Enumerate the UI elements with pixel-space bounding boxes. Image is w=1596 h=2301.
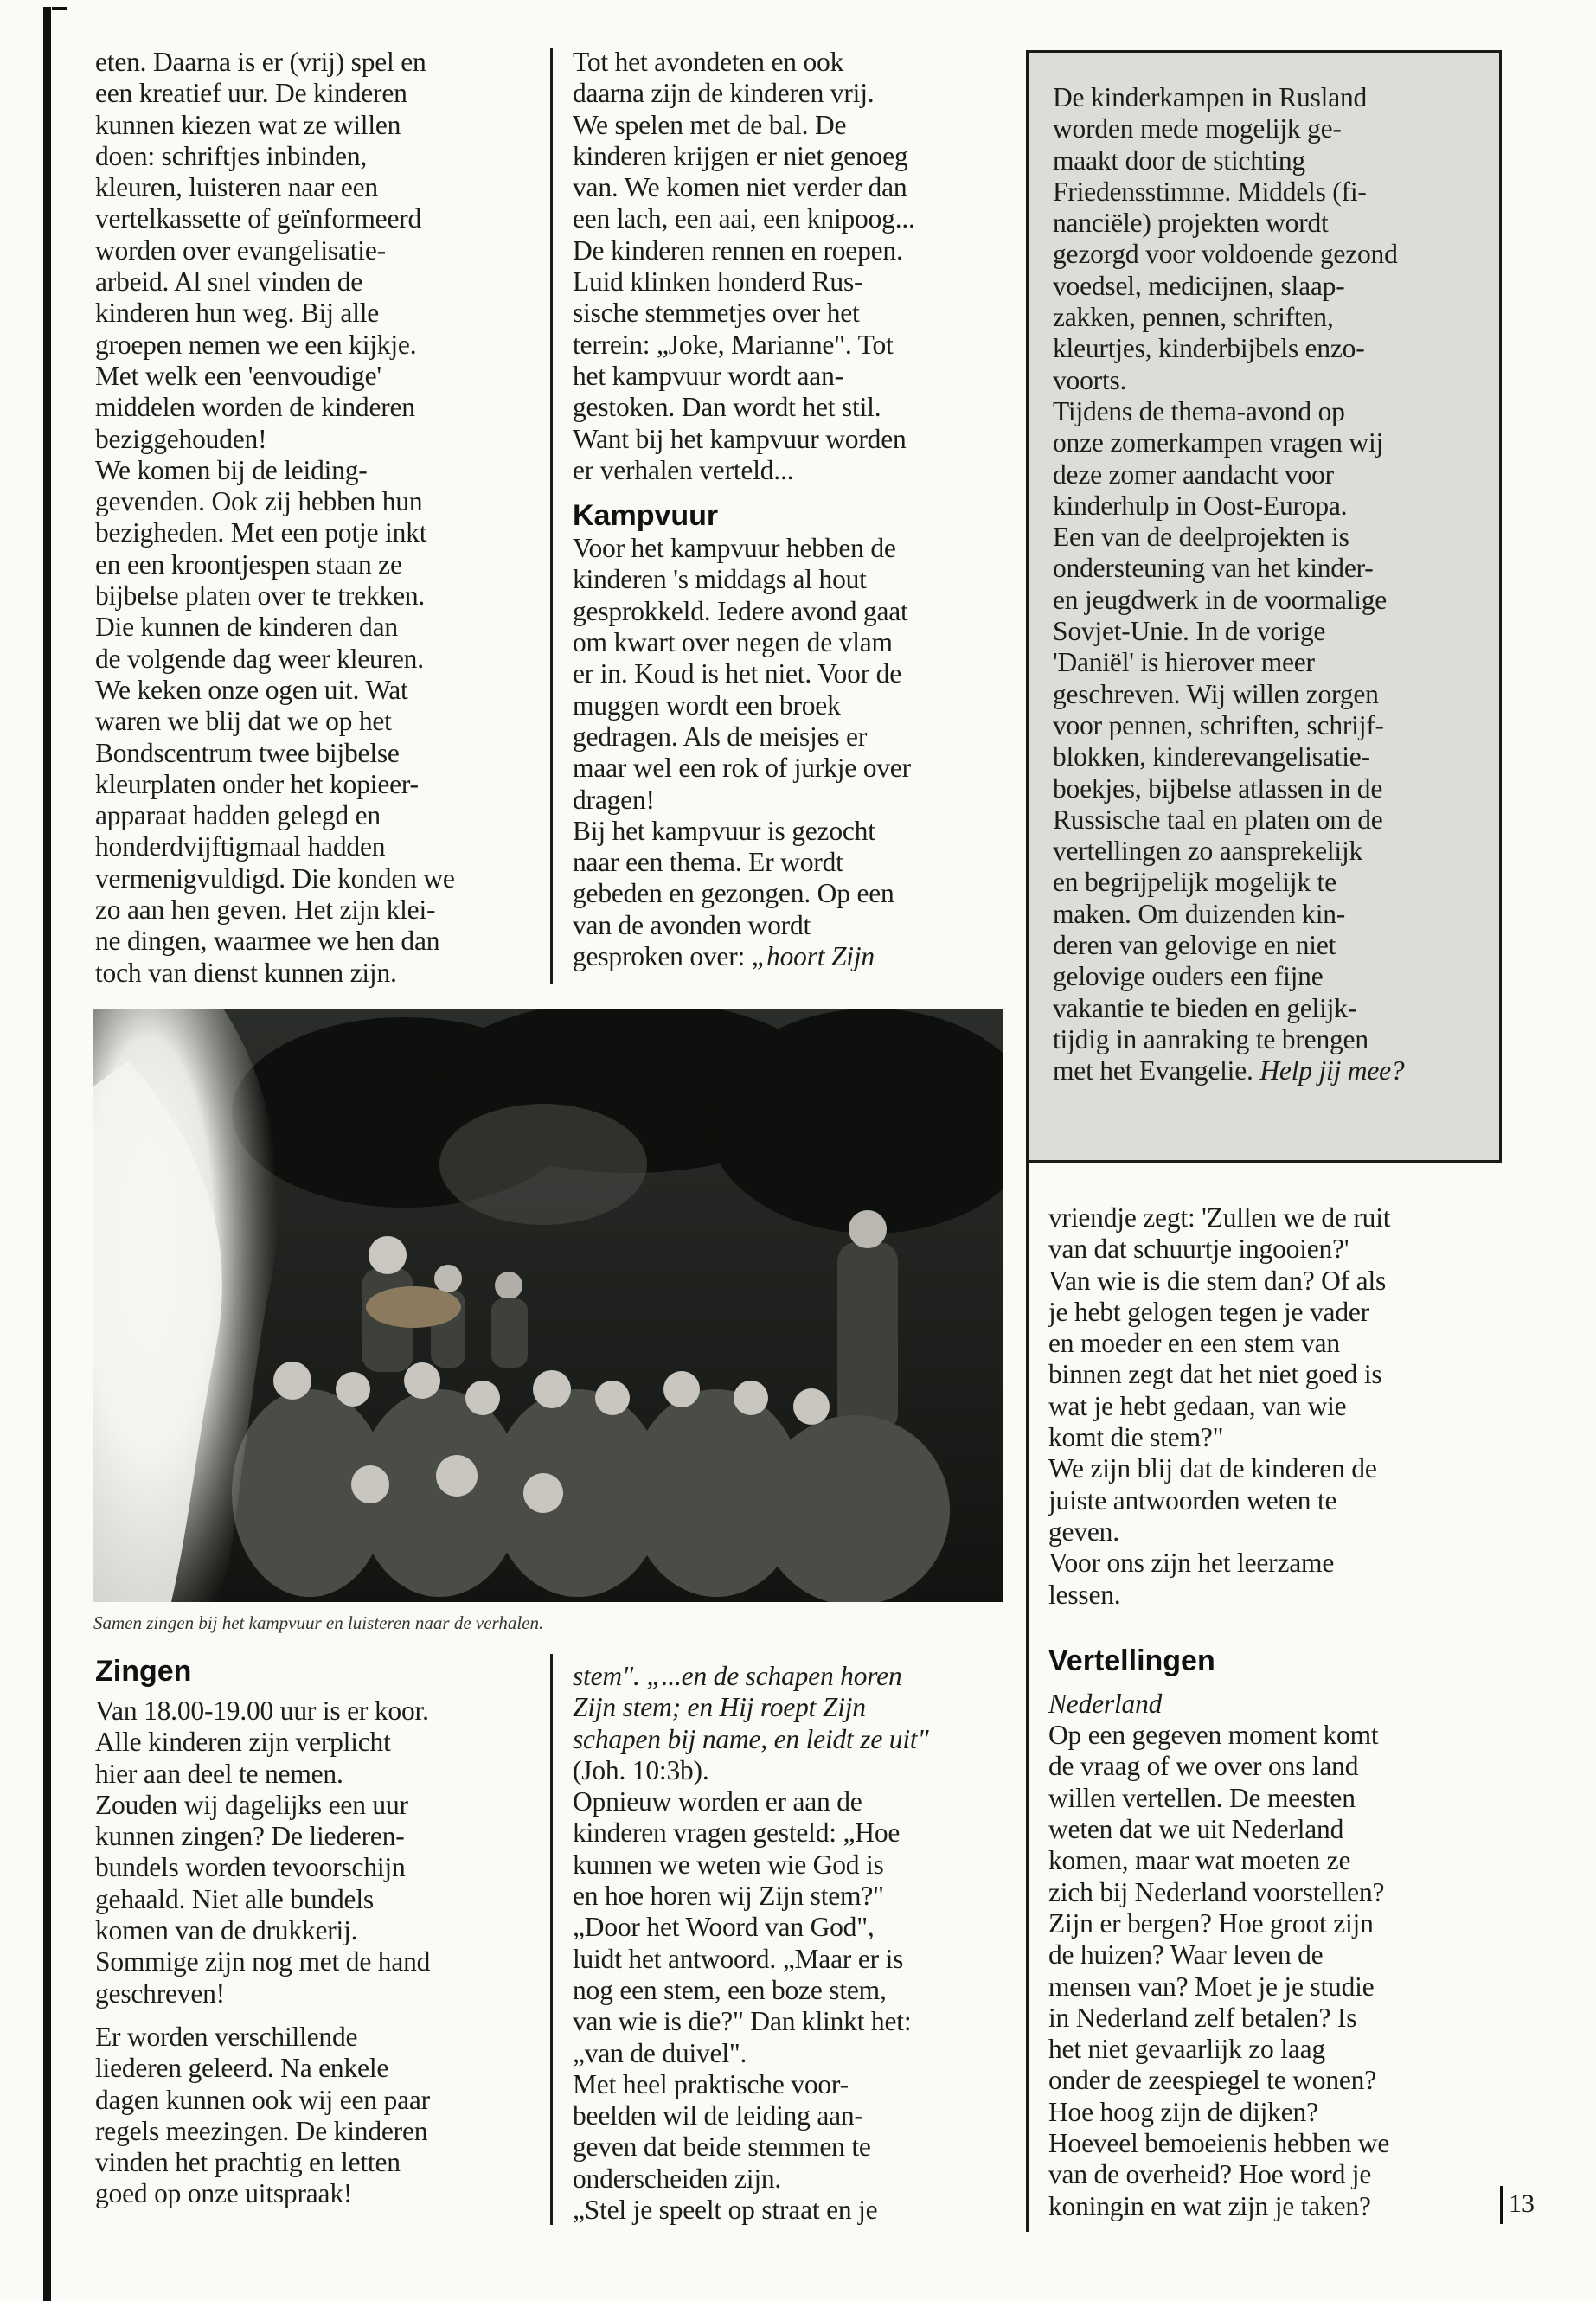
right-bottom-text: Op een gegeven moment komt de vraag of we over ons land willen vertellen. De meesten weten dat we uit Nederland komen, maar wat moeten ze zich bij Nederland voorstellen? Zijn er bergen? Hoe groot zijn de huizen? Waar leven de mensen van? Moet je je studie in Nederland zelf betalen? Is het niet gevaarlijk zo laag onder de zeespiegel te wonen? Hoe hoog zijn de dijken? Hoeveel bemoeienis hebben we van de overheid? Hoe word je koningin en wat zijn je taken? xyxy=(1048,1720,1390,2221)
left-bottom-text-2: Er worden verschillende liederen geleerd. Na enkele dagen kunnen ook wij een paar regels meezingen. De kinderen vinden het prachtig en letten goed op onze uitspraak! xyxy=(95,2021,430,2209)
left-top-text: eten. Daarna is er (vrij) spel en een kreatief uur. De kinderen kunnen kiezen wat ze willen doen: schriftjes inbinden, kleuren, luisteren naar een vertelkassette of geïnformeerd worden over evangelisatie- arbeid. Al snel vinden de kinderen hun weg. Bij alle groepen nemen we een kijkje. Met welk een 'eenvoudige' middelen worden de kinderen beziggehouden! We komen bij de leiding- gevenden. Ook zij hebben hun bezigheden. Met een potje inkt en een kroontjespen staan ze bijbelse platen over te trekken. Die kunnen de kinderen dan de volgende dag weer kleuren. We keken onze ogen uit. Wat waren we blij dat we op het Bondscentrum twee bijbelse kleurplaten onder het kopieer- apparaat hadden gelegd en honderdvijftigmaal hadden vermenigvuldigd. Die konden we zo aan hen geven. Het zijn klei- ne dingen, waarmee we hen dan toch van dienst kunnen zijn. xyxy=(95,47,455,988)
info-box-text xyxy=(1053,82,1480,1087)
middle-bottom-text: (Joh. 10:3b). Opnieuw worden er aan de kinderen vragen gesteld: „Hoe kunnen we weten wie God is en hoe horen wij Zijn stem?" „Door het Woord van God", luidt het antwoord. „Maar er is nog een stem, een boze stem, van wie is die?" Dan klinkt het: „van de duivel". Met heel praktische voor- beelden wil de leiding aan- geven dat beide stemmen te onderscheiden zijn. „Stel je speelt op straat en je xyxy=(573,1754,912,2226)
info-box xyxy=(1026,50,1502,1163)
page-number-bar xyxy=(1500,2186,1503,2224)
photo-caption: Samen zingen bij het kampvuur en luisteren naar de verhalen. xyxy=(93,1612,544,1633)
spine-tick xyxy=(52,7,67,10)
heading-zingen: Zingen xyxy=(95,1655,192,1688)
left-column-top xyxy=(95,47,545,989)
page-number: 13 xyxy=(1509,2189,1535,2218)
middle-column-top xyxy=(573,47,1005,972)
right-mid-text: vriendje zegt: 'Zullen we de ruit van dat schuurtje ingooien?' Van wie is die stem dan? Of als je hebt gelogen tegen je vader en moeder en een stem van binnen zegt dat het niet goed is wat je hebt gedaan, van wie komt die stem?" We zijn blij dat de kinderen de juiste antwoorden weten te geven. Voor ons zijn het leerzame lessen. xyxy=(1048,1202,1391,1610)
middle-top-text-1: Tot het avondeten en ook daarna zijn de kinderen vrij. We spelen met de bal. De kinderen krijgen er niet genoeg van. We komen niet verder dan een lach, een aai, een knipoog... De kinderen rennen en roepen. Luid klinken honderd Rus- sische stemmetjes over het terrein: „Joke, Marianne". Tot het kampvuur wordt aan- gestoken. Dan wordt het stil. Want bij het kampvuur worden er verhalen verteld... xyxy=(573,47,915,485)
column-rule-right xyxy=(1026,1161,1029,2232)
campfire-photo xyxy=(93,1009,1003,1602)
middle-top-text-2 xyxy=(573,533,1005,972)
middle-top-text-2-body: Voor het kampvuur hebben de kinderen 's middags al hout gesprokkeld. Iedere avond gaat om kwart over negen de vlam er in. Koud is het niet. Voor de muggen wordt een broek gedragen. Als de meisjes er maar wel een rok of jurkje over dragen! Bij het kampvuur is gezocht naar een thema. Er wordt gebeden en gezongen. Op een van de avonden wordt gesproken over: xyxy=(573,533,911,972)
column-rule-top xyxy=(550,48,553,984)
middle-top-text-2-italic: „hoort Zijn xyxy=(751,941,875,972)
middle-column-bottom xyxy=(573,1661,1005,2226)
subheading-nederland: Nederland xyxy=(1048,1688,1163,1719)
info-box-help-question: Help jij mee? xyxy=(1259,1055,1405,1086)
page-spine xyxy=(43,7,51,2301)
left-bottom-text-1: Van 18.00-19.00 uur is er koor. Alle kinderen zijn verplicht hier aan deel te nemen. Zouden wij dagelijks een uur kunnen zingen? De liederen- bundels worden tevoorschijn gehaald. Niet alle bundels komen van de drukkerij. Sommige zijn nog met de hand geschreven! xyxy=(95,1695,431,2009)
column-rule-bottom xyxy=(550,1654,553,2225)
middle-bottom-italic: stem". „...en de schapen horen Zijn stem; en Hij roept Zijn schapen bij name, en leidt ze uit" xyxy=(573,1661,929,1754)
right-column-middle xyxy=(1048,1202,1498,2222)
info-box-body: De kinderkampen in Rusland worden mede mogelijk ge- maakt door de stichting Friedensstimme. Middels (fi- nanciële) projekten wordt gezorgd voor voldoende gezond voedsel, medicijnen, slaap- zakken, pennen, schriften, kleurtjes, kinderbijbels enzo- voorts. Tijdens de thema-avond op onze zomerkampen vragen wij deze zomer aandacht voor kinderhulp in Oost-Europa. Een van de deelprojekten is ondersteuning van het kinder- en jeugdwerk in de voormalige Sovjet-Unie. In de vorige 'Daniël' is hierover meer geschreven. Wij willen zorgen voor pennen, schriften, schrijf- blokken, kinderevangelisatie- boekjes, bijbelse atlassen in de Russische taal en platen om de vertellingen zo aansprekelijk en begrijpelijk mogelijk te maken. Om duizenden kin- deren van gelovige en niet gelovige ouders een fijne vakantie te bieden en gelijk- tijdig in aanraking te brengen met het Evangelie. xyxy=(1053,82,1398,1086)
heading-vertellingen: Vertellingen xyxy=(1048,1644,1215,1677)
left-column-bottom xyxy=(95,1654,545,2210)
heading-kampvuur: Kampvuur xyxy=(573,499,719,533)
campfire-photo-image xyxy=(93,1009,1003,1602)
